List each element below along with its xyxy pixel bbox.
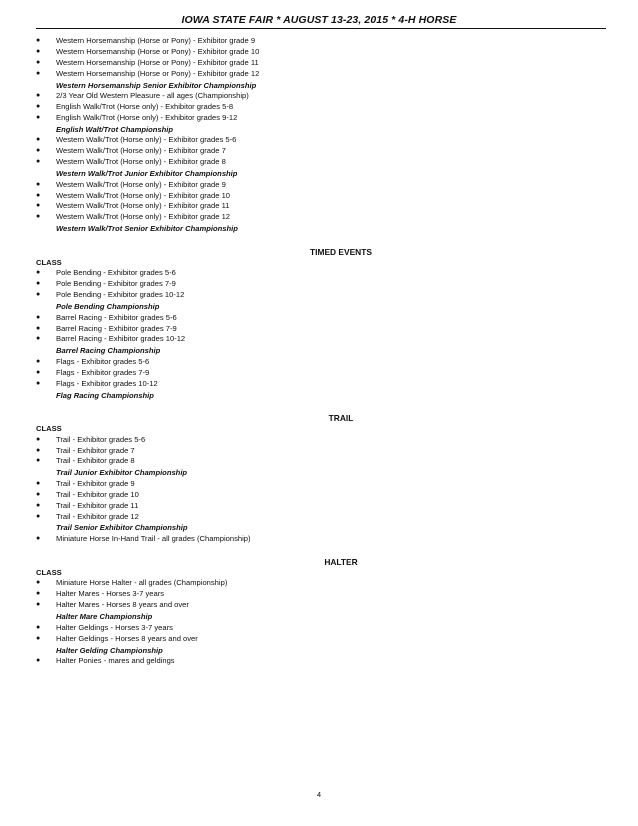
bullet-icon: ● <box>36 634 41 642</box>
class-list-item <box>36 379 606 390</box>
class-list-item <box>36 512 606 523</box>
bullet-icon: ● <box>36 291 41 299</box>
bullet-icon: ● <box>36 335 41 343</box>
bullet-icon: ● <box>36 69 41 77</box>
class-list-item-text: Pole Bending - Exhibitor grades 5-6 <box>56 268 176 278</box>
section-title: TIMED EVENTS <box>310 246 372 257</box>
class-list-item <box>36 501 606 512</box>
class-list-item-text: Halter Geldings - Horses 8 years and over <box>56 633 198 643</box>
section-spacer <box>36 235 606 246</box>
class-list-item-text: Western Horsemanship (Horse or Pony) - Exhibitor grade 9 <box>56 36 256 45</box>
section-title: HALTER <box>324 556 358 567</box>
class-list-item <box>36 113 606 124</box>
bullet-icon: ● <box>36 590 41 598</box>
bullet-icon: ● <box>36 435 41 443</box>
class-list-item-text: Pole Bending - Exhibitor grades 10-12 <box>56 290 185 300</box>
bullet-icon: ● <box>36 501 41 509</box>
class-list-item <box>36 435 606 446</box>
class-list-item-text: Western Horsemanship (Horse or Pony) - Exhibitor grade 11 <box>56 57 259 67</box>
class-list-item-text: Trail - Exhibitor grade 9 <box>56 478 135 488</box>
championship-label: Halter Mare Championship <box>56 612 153 622</box>
class-list-item <box>36 334 606 345</box>
class-list-item <box>36 368 606 379</box>
class-list-item <box>36 446 606 457</box>
bullet-icon: ● <box>36 147 41 155</box>
bullet-icon: ● <box>36 490 41 498</box>
bullet-icon: ● <box>36 368 41 376</box>
championship-label: Barrel Racing Championship <box>56 346 161 356</box>
class-list-item-text: Western Walk/Trot (Horse only) - Exhibitor grade 9 <box>56 179 226 189</box>
bullet-icon: ● <box>36 479 41 487</box>
bullet-icon: ● <box>36 213 41 221</box>
class-list-item <box>36 490 606 501</box>
class-heading: CLASS <box>36 567 62 577</box>
class-list-item-text: Halter Ponies - mares and geldings <box>56 656 175 666</box>
class-list-item-text: Barrel Racing - Exhibitor grades 5-6 <box>56 312 177 322</box>
class-list-item-text: Western Walk/Trot (Horse only) - Exhibitor grades 5-6 <box>56 135 237 145</box>
class-list-item <box>36 157 606 168</box>
class-list-item <box>36 279 606 290</box>
class-list-item <box>36 47 606 58</box>
class-list-item-text: Halter Mares - Horses 8 years and over <box>56 600 189 610</box>
class-list-item-text: Flags - Exhibitor grades 5-6 <box>56 356 150 366</box>
class-list-item-text: Halter Geldings - Horses 3-7 years <box>56 622 173 632</box>
bullet-icon: ● <box>36 202 41 210</box>
bullet-icon: ● <box>36 512 41 520</box>
class-heading: CLASS <box>36 424 62 434</box>
class-list <box>36 36 606 667</box>
class-list-item-text: Miniature Horse Halter - all grades (Championship) <box>56 578 228 588</box>
bullet-icon: ● <box>36 180 41 188</box>
class-list-item <box>36 180 606 191</box>
class-list-item-text: Pole Bending - Exhibitor grades 7-9 <box>56 279 176 289</box>
championship-label: Pole Bending Championship <box>56 302 160 312</box>
class-list-item-text: Western Horsemanship (Horse or Pony) - Exhibitor grade 10 <box>56 46 260 56</box>
class-list-item <box>36 36 606 47</box>
page-header-title: IOWA STATE FAIR * AUGUST 13-23, 2015 * 4-H HORSE <box>181 14 457 26</box>
section-title: TRAIL <box>328 413 354 424</box>
page-number: 4 <box>316 790 322 799</box>
class-list-item <box>36 313 606 324</box>
class-list-item-text: Western Walk/Trot (Horse only) - Exhibitor grade 7 <box>56 146 226 156</box>
class-list-item <box>36 479 606 490</box>
class-list-item <box>36 578 606 589</box>
class-list-item-text: Trail - Exhibitor grade 11 <box>56 500 139 510</box>
header-rule <box>36 28 606 29</box>
class-list-item <box>36 212 606 223</box>
bullet-icon: ● <box>36 357 41 365</box>
class-list-item <box>36 623 606 634</box>
class-list-item-text: Flags - Exhibitor grades 7-9 <box>56 367 150 377</box>
class-list-item-text: English Walk/Trot (Horse only) - Exhibitor grades 5-8 <box>56 102 234 112</box>
class-list-item <box>36 146 606 157</box>
championship-label: Flag Racing Championship <box>56 390 154 400</box>
championship-label: Trail Senior Exhibitor Championship <box>56 523 188 533</box>
bullet-icon: ● <box>36 657 41 665</box>
class-heading: CLASS <box>36 257 62 267</box>
class-list-item-text: Miniature Horse In-Hand Trail - all grades (Championship) <box>56 534 251 544</box>
section-spacer <box>36 401 606 412</box>
class-list-item <box>36 201 606 212</box>
class-list-item-text: 2/3 Year Old Western Pleasure - all ages (Championship) <box>56 91 249 101</box>
section-spacer <box>36 545 606 556</box>
class-list-item-text: Trail - Exhibitor grades 5-6 <box>56 434 146 444</box>
class-list-item <box>36 456 606 467</box>
bullet-icon: ● <box>36 446 41 454</box>
class-list-item <box>36 324 606 335</box>
bullet-icon: ● <box>36 37 41 44</box>
class-list-item <box>36 135 606 146</box>
class-list-item <box>36 600 606 611</box>
bullet-icon: ● <box>36 58 41 66</box>
class-list-item-text: Barrel Racing - Exhibitor grades 10-12 <box>56 334 186 344</box>
bullet-icon: ● <box>36 324 41 332</box>
class-list-item-text: Western Walk/Trot (Horse only) - Exhibitor grade 11 <box>56 201 230 211</box>
bullet-icon: ● <box>36 579 41 587</box>
bullet-icon: ● <box>36 136 41 144</box>
class-list-item <box>36 69 606 80</box>
class-list-item-text: Western Walk/Trot (Horse only) - Exhibitor grade 8 <box>56 157 226 167</box>
class-list-item-text: Trail - Exhibitor grade 8 <box>56 456 135 466</box>
class-list-item <box>36 91 606 102</box>
bullet-icon: ● <box>36 457 41 465</box>
class-list-item <box>36 191 606 202</box>
class-list-item-text: Western Walk/Trot (Horse only) - Exhibitor grade 10 <box>56 190 231 200</box>
class-list-item-text: Western Walk/Trot (Horse only) - Exhibitor grade 12 <box>56 212 231 222</box>
class-list-item <box>36 102 606 113</box>
class-list-item-text: English Walk/Trot (Horse only) - Exhibitor grades 9-12 <box>56 112 238 122</box>
bullet-icon: ● <box>36 535 41 543</box>
bullet-icon: ● <box>36 103 41 111</box>
class-list-item <box>36 290 606 301</box>
class-list-item <box>36 656 606 667</box>
championship-label: Halter Gelding Championship <box>56 645 163 655</box>
bullet-icon: ● <box>36 601 41 609</box>
class-list-item-text: Trail - Exhibitor grade 10 <box>56 489 139 499</box>
bullet-icon: ● <box>36 379 41 387</box>
class-list-item-text: Flags - Exhibitor grades 10-12 <box>56 378 158 388</box>
bullet-icon: ● <box>36 92 41 100</box>
bullet-icon: ● <box>36 158 41 166</box>
class-list-item <box>36 268 606 279</box>
class-list-item <box>36 589 606 600</box>
bullet-icon: ● <box>36 47 41 55</box>
bullet-icon: ● <box>36 113 41 121</box>
class-list-item-text: Western Horsemanship (Horse or Pony) - Exhibitor grade 12 <box>56 68 260 78</box>
championship-label: Western Walk/Trot Senior Exhibitor Championship <box>56 224 238 234</box>
class-list-item-text: Trail - Exhibitor grade 7 <box>56 445 135 455</box>
championship-label: Western Walk/Trot Junior Exhibitor Championship <box>56 169 238 179</box>
bullet-icon: ● <box>36 269 41 277</box>
bullet-icon: ● <box>36 313 41 321</box>
bullet-icon: ● <box>36 280 41 288</box>
class-list-item <box>36 534 606 545</box>
class-list-item-text: Halter Mares - Horses 3-7 years <box>56 589 165 599</box>
class-list-item <box>36 634 606 645</box>
class-list-item <box>36 357 606 368</box>
championship-label: English Walt/Trot Championship <box>56 124 174 134</box>
bullet-icon: ● <box>36 191 41 199</box>
class-list-item <box>36 58 606 69</box>
class-list-item-text: Barrel Racing - Exhibitor grades 7-9 <box>56 323 177 333</box>
class-list-item-text: Trail - Exhibitor grade 12 <box>56 511 139 521</box>
championship-label: Western Horsemanship Senior Exhibitor Championship <box>56 80 257 90</box>
championship-label: Trail Junior Exhibitor Championship <box>56 468 188 478</box>
bullet-icon: ● <box>36 623 41 631</box>
